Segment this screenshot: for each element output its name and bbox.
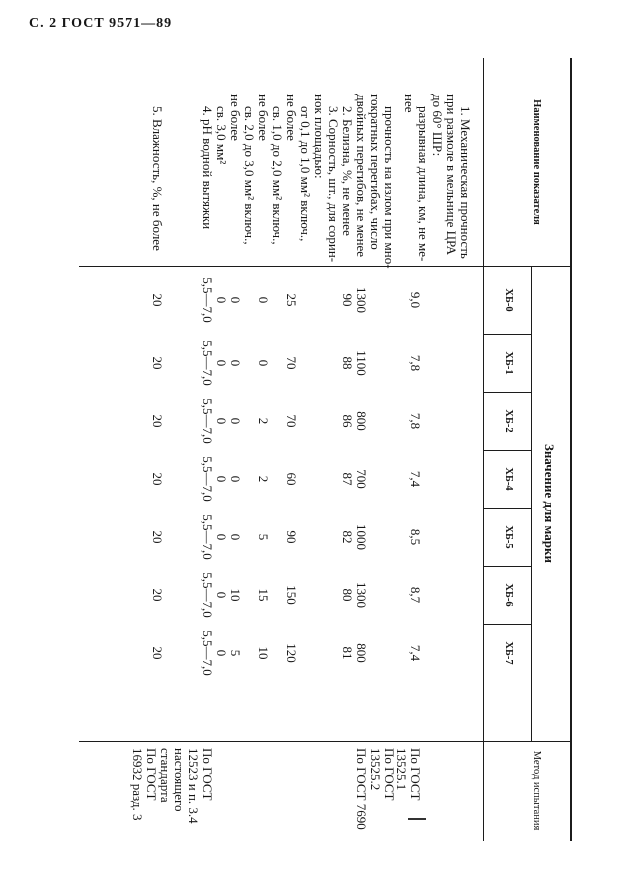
- page-mark: [408, 818, 426, 820]
- value-cell: 0: [214, 296, 229, 304]
- indicator-name-line: прочность на излом при мно-: [382, 106, 397, 269]
- method-cell: По ГОСТ: [408, 748, 423, 801]
- value-cell: 700: [354, 469, 369, 489]
- value-cell: 20: [150, 293, 165, 307]
- value-cell: 86: [340, 414, 355, 428]
- method-column-header: Метод испытания: [531, 750, 542, 831]
- value-cell: 5,5—7,0: [200, 630, 215, 676]
- method-column-rule: [79, 741, 572, 742]
- indicator-name-line: двойных перегибов, не менее: [354, 94, 369, 258]
- value-cell: 9,0: [408, 291, 423, 309]
- indicator-name-line: разрывная длина, км, не ме-: [416, 106, 431, 262]
- value-cell: 0: [256, 296, 271, 304]
- grade-header: ХБ-0: [503, 288, 514, 312]
- method-cell: 12523 и п. 3.4: [186, 748, 201, 824]
- value-cell: 87: [340, 472, 355, 486]
- value-cell: 10: [228, 588, 243, 602]
- value-cell: 1300: [354, 287, 369, 313]
- value-cell: 1300: [354, 582, 369, 608]
- value-cell: 70: [284, 414, 299, 428]
- page-header: С. 2 ГОСТ 9571—89: [29, 16, 173, 31]
- specification-table: [79, 58, 572, 841]
- name-column-header: Наименование показателя: [531, 99, 542, 225]
- value-cell: 70: [284, 356, 299, 370]
- value-cell: 5: [256, 533, 271, 541]
- value-cell: 20: [150, 530, 165, 544]
- value-cell: 80: [340, 588, 355, 602]
- value-cell: 7,8: [408, 354, 423, 372]
- value-cell: 0: [256, 359, 271, 367]
- value-cell: 15: [256, 588, 271, 602]
- grade-header: ХБ-6: [503, 583, 514, 607]
- value-cell: 2: [256, 417, 271, 425]
- value-cell: 90: [284, 530, 299, 544]
- grade-header: ХБ-2: [503, 409, 514, 433]
- method-cell: настоящего: [172, 748, 187, 812]
- value-cell: 8,5: [408, 528, 423, 546]
- value-cell: 5,5—7,0: [200, 340, 215, 386]
- value-cell: 60: [284, 472, 299, 486]
- value-cell: 2: [256, 475, 271, 483]
- indicator-name-line: св. 2,0 до 3,0 мм² включ.,: [242, 106, 257, 245]
- table-top-rule: [570, 58, 572, 841]
- value-cell: 5,5—7,0: [200, 277, 215, 323]
- grade-header: ХБ-4: [503, 467, 514, 491]
- value-cell: 90: [340, 293, 355, 307]
- grade-header: ХБ-7: [503, 641, 514, 665]
- value-cell: 0: [214, 417, 229, 425]
- value-cell: 20: [150, 588, 165, 602]
- method-cell: 13525.1: [394, 748, 409, 791]
- indicator-name-line: 1. Механическая прочность: [458, 106, 473, 259]
- value-cell: 20: [150, 356, 165, 370]
- value-cell: 0: [214, 591, 229, 599]
- indicator-name-line: при размоле в мельнице ЦРА: [444, 94, 459, 255]
- indicator-name-line: нок площадью:: [312, 94, 327, 179]
- method-cell: По ГОСТ: [144, 748, 159, 801]
- indicator-name-line: св. 1,0 до 2,0 мм² включ.,: [270, 106, 285, 245]
- grade-header: ХБ-5: [503, 525, 514, 549]
- value-cell: 20: [150, 472, 165, 486]
- value-cell: 0: [228, 359, 243, 367]
- value-cell: 5,5—7,0: [200, 398, 215, 444]
- value-cell: 7,8: [408, 412, 423, 430]
- indicator-name-line: гократных перегибах, число: [368, 94, 383, 250]
- value-cell: 8,7: [408, 586, 423, 604]
- value-cell: 7,4: [408, 644, 423, 662]
- value-cell: 0: [228, 533, 243, 541]
- value-cell: 5,5—7,0: [200, 572, 215, 618]
- value-cell: 25: [284, 293, 299, 307]
- indicator-name-line: не более: [256, 94, 271, 141]
- value-cell: 0: [228, 475, 243, 483]
- value-cell: 0: [214, 475, 229, 483]
- value-cell: 10: [256, 646, 271, 660]
- value-cell: 88: [340, 356, 355, 370]
- indicator-name-line: 2. Белизна, %, не менее: [340, 106, 355, 236]
- indicator-name-line: св. 3,0 мм²: [214, 106, 229, 165]
- value-cell: 0: [214, 533, 229, 541]
- method-cell: По ГОСТ 7690: [354, 748, 369, 830]
- value-group-header: Значение для марки: [542, 443, 557, 564]
- value-cell: 800: [354, 411, 369, 431]
- method-cell: 16932 разд. 3: [130, 748, 145, 821]
- method-cell: стандарта: [158, 748, 173, 803]
- table-group-rule: [531, 266, 532, 741]
- grade-header: ХБ-1: [503, 351, 514, 375]
- indicator-name-line: 4. pH водной вытяжки: [200, 106, 215, 230]
- indicator-name-line: нее: [402, 94, 417, 113]
- value-cell: 120: [284, 643, 299, 663]
- value-cell: 0: [214, 649, 229, 657]
- value-cell: 20: [150, 414, 165, 428]
- indicator-name-line: не более: [228, 94, 243, 141]
- value-cell: 5,5—7,0: [200, 456, 215, 502]
- indicator-name-line: 3. Сорность, шт., для сорин-: [326, 106, 341, 263]
- value-cell: 82: [340, 530, 355, 544]
- value-cell: 1000: [354, 524, 369, 550]
- value-cell: 0: [228, 296, 243, 304]
- value-cell: 5,5—7,0: [200, 514, 215, 560]
- indicator-name-line: не более: [284, 94, 299, 141]
- method-cell: По ГОСТ: [200, 748, 215, 801]
- value-cell: 81: [340, 646, 355, 660]
- value-cell: 20: [150, 646, 165, 660]
- value-cell: 800: [354, 643, 369, 663]
- value-cell: 0: [228, 417, 243, 425]
- method-cell: 13525.2: [368, 748, 383, 791]
- indicator-name-line: до 60° ШР:: [430, 94, 445, 157]
- value-cell: 5: [228, 649, 243, 657]
- value-cell: 150: [284, 585, 299, 605]
- indicator-name-line: от 0,1 до 1,0 мм² включ.,: [298, 106, 313, 242]
- value-cell: 7,4: [408, 470, 423, 488]
- value-cell: 0: [214, 359, 229, 367]
- value-cell: 1100: [354, 350, 369, 376]
- indicator-name-line: 5. Влажность, %, не более: [150, 106, 165, 251]
- method-cell: По ГОСТ: [382, 748, 397, 801]
